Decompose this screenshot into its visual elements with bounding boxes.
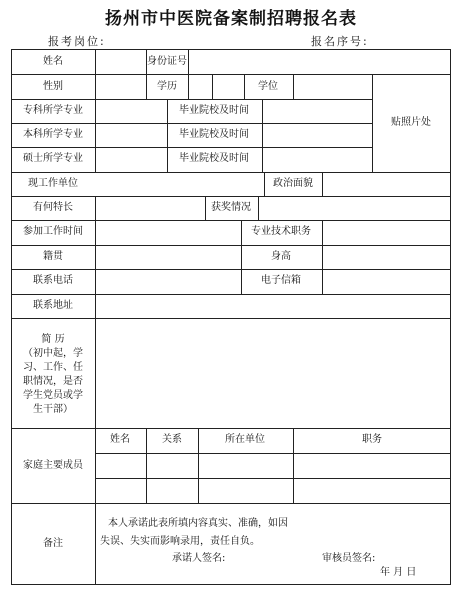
resume-line: （初中起，学 — [23, 348, 83, 359]
form-title: 扬州市中医院备案制招聘报名表 — [105, 9, 357, 29]
number-label: 报名序号: — [311, 35, 369, 48]
rule — [244, 74, 245, 99]
label-education: 学历 — [157, 81, 177, 92]
rule — [11, 245, 451, 246]
resume-line: 简 历 — [41, 334, 65, 345]
rule — [264, 172, 265, 196]
label-gender: 性别 — [43, 81, 63, 92]
rule — [95, 478, 451, 479]
family-header-name: 姓名 — [110, 434, 130, 445]
label-remarks: 备注 — [43, 538, 63, 549]
rule — [212, 74, 213, 99]
label-specialty: 有何特长 — [33, 202, 73, 213]
rule — [11, 196, 451, 197]
rule — [241, 220, 242, 294]
label-college-major: 专科所学专业 — [23, 105, 83, 116]
photo-placeholder: 贴照片处 — [391, 117, 431, 128]
rule — [167, 99, 168, 172]
rule — [11, 220, 451, 221]
label-address: 联系地址 — [33, 300, 73, 311]
resume-line: 职情况，是否 — [23, 376, 83, 387]
label-native-place: 籍贯 — [43, 251, 63, 262]
rule — [258, 196, 259, 220]
label-master-major: 硕士所学专业 — [23, 153, 83, 164]
rule — [11, 318, 451, 319]
rule — [95, 220, 96, 294]
label-tech-title: 专业技术职务 — [251, 226, 311, 237]
label-current-unit: 现工作单位 — [28, 178, 78, 189]
rule — [11, 503, 451, 504]
rule — [372, 74, 373, 172]
pledge-line-2: 失误、失实而影响录用，责任自负。 — [100, 536, 260, 547]
signer-label: 承诺人签名: — [172, 553, 226, 564]
rule — [95, 318, 96, 503]
rule — [11, 428, 451, 429]
resume-line: 学生党员或学 — [23, 390, 83, 401]
label-family: 家庭主要成员 — [23, 460, 83, 471]
label-awards: 获奖情况 — [211, 202, 251, 213]
label-phone: 联系电话 — [33, 275, 73, 286]
rule — [198, 428, 199, 503]
rule — [95, 294, 96, 318]
label-grad-school-3: 毕业院校及时间 — [179, 153, 249, 164]
rule — [146, 428, 147, 503]
label-name: 姓名 — [43, 56, 63, 67]
date-label: 年 月 日 — [380, 567, 417, 578]
family-header-unit: 所在单位 — [225, 434, 265, 445]
label-resume — [23, 333, 83, 417]
rule — [11, 269, 451, 270]
position-label: 报考岗位: — [48, 35, 106, 48]
rule — [262, 99, 263, 172]
label-bachelor-major: 本科所学专业 — [23, 129, 83, 140]
label-grad-school-1: 毕业院校及时间 — [179, 105, 249, 116]
rule — [188, 49, 189, 99]
family-header-relation: 关系 — [162, 434, 182, 445]
rule — [11, 74, 451, 75]
label-work-start: 参加工作时间 — [23, 226, 83, 237]
resume-line: 习、工作、任 — [23, 362, 83, 373]
reviewer-label: 审核员签名: — [322, 553, 376, 564]
rule — [205, 196, 206, 220]
resume-line: 生干部） — [33, 404, 73, 415]
family-header-duty: 职务 — [362, 434, 382, 445]
rule — [11, 147, 372, 148]
rule — [293, 428, 294, 503]
label-political: 政治面貌 — [273, 178, 313, 189]
rule — [11, 123, 372, 124]
label-email: 电子信箱 — [261, 275, 301, 286]
rule — [11, 172, 451, 173]
rule — [11, 99, 372, 100]
rule — [322, 172, 323, 196]
rule — [293, 74, 294, 99]
rule — [95, 503, 96, 585]
rule — [322, 220, 323, 294]
label-degree: 学位 — [258, 81, 278, 92]
label-height: 身高 — [271, 251, 291, 262]
rule — [95, 453, 451, 454]
label-grad-school-2: 毕业院校及时间 — [179, 129, 249, 140]
label-id-card: 身份证号 — [147, 56, 187, 67]
rule — [11, 294, 451, 295]
rule — [95, 49, 96, 172]
rule — [95, 196, 96, 220]
pledge-line-1: 本人承诺此表所填内容真实、准确，如因 — [108, 518, 288, 529]
